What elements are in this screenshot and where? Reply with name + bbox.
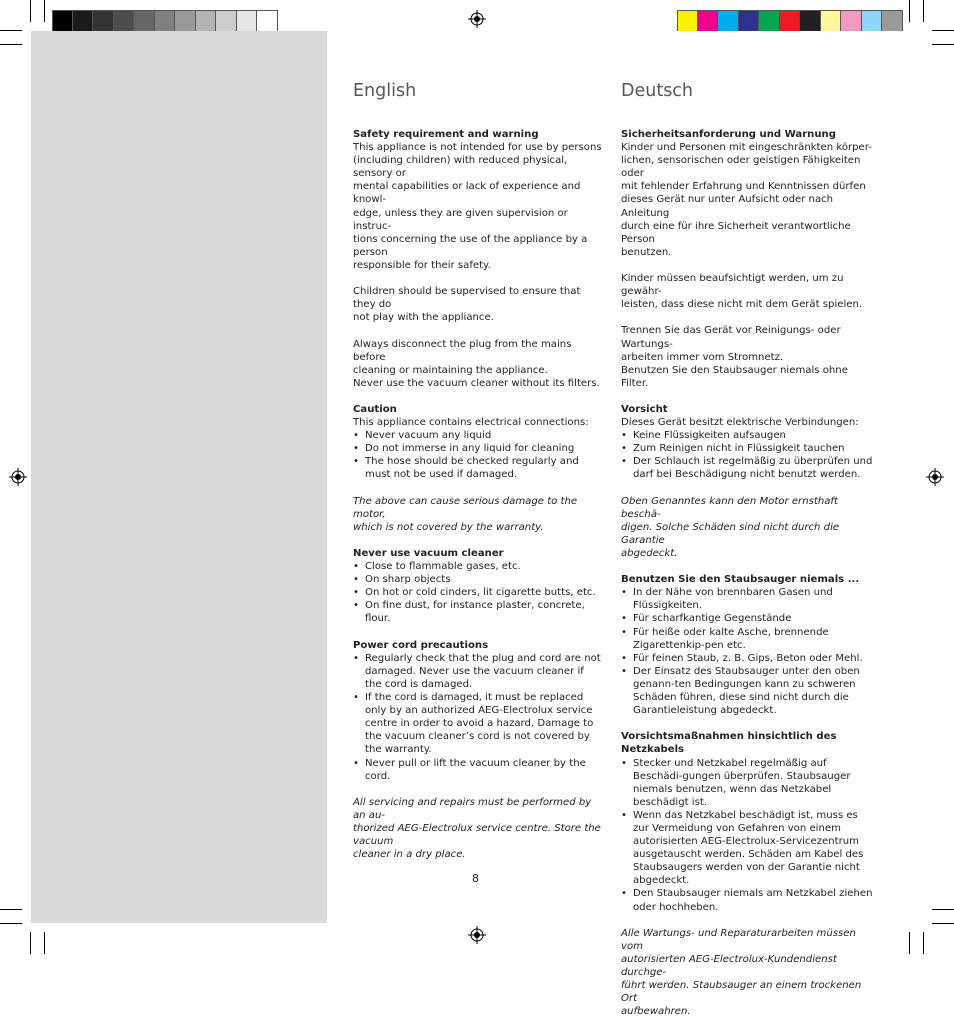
text-line: Kinder und Personen mit eingeschränkten körper-: [621, 142, 872, 154]
list-item: • Keine Flüssigkeiten aufsaugen: [621, 429, 873, 442]
list-item: • In der Nähe von brennbaren Gasen und Flüssigkeiten.: [621, 586, 873, 612]
list-item: • Der Einsatz des Staubsauger unter den oben genann-ten Bedingungen kann zu schweren Schäden führen, diese sind nicht durch die Garantieleistung abgedeckt.: [621, 665, 873, 717]
text-line: (including children) with reduced physical, sensory or: [353, 155, 568, 180]
list-item: • Close to flammable gases, etc.: [353, 560, 603, 573]
color-swatch: [155, 11, 176, 31]
list-item: • On sharp objects: [353, 573, 603, 586]
text-line: führt werden. Staubsauger an einem trockenen Ort: [621, 980, 862, 1005]
caution-heading: Vorsicht: [621, 403, 668, 415]
list-item: • If the cord is damaged, it must be replaced only by an authorized AEG-Electrolux service centre in order to avoid a hazard. Damage to the vacuum cleaner’s cord is not covered by the warranty.: [353, 691, 603, 756]
power-cord-heading: Vorsichtsmaßnahmen hinsichtlich des Netzkabels: [621, 731, 837, 756]
power-cord-list: [353, 652, 603, 783]
text-line: Children should be supervised to ensure that they do: [353, 286, 581, 311]
color-swatch: [800, 11, 821, 31]
text-line: tions concerning the use of the appliance by a person: [353, 233, 588, 258]
children-paragraph: [353, 285, 603, 324]
registration-mark-icon: [9, 468, 27, 486]
never-use-list: [621, 586, 873, 717]
safety-paragraph: [353, 141, 603, 272]
list-item: • Never pull or lift the vacuum cleaner by the cord.: [353, 757, 603, 783]
page-number: 8: [472, 872, 479, 885]
text-line: thorized AEG-Electrolux service centre. Store the vacuum: [353, 822, 601, 848]
safety-heading: Sicherheitsanforderung und Warnung: [621, 129, 836, 140]
color-swatch: [698, 11, 719, 31]
text-line: mit fehlender Erfahrung und Kenntnissen dürfen: [621, 181, 866, 193]
list-item: • Never vacuum any liquid: [353, 429, 603, 442]
color-swatch: [841, 11, 862, 31]
text-line: edge, unless they are given supervision or instruc-: [353, 207, 568, 232]
color-swatch: [237, 11, 258, 31]
text-line: responsible for their safety.: [353, 259, 491, 271]
list-item: • The hose should be checked regularly and must not be used if damaged.: [353, 455, 603, 481]
color-swatch: [718, 11, 739, 31]
text-line: Never use the vacuum cleaner without its filters.: [353, 377, 600, 389]
disconnect-paragraph: [353, 338, 603, 390]
safety-heading: Safety requirement and warning: [353, 129, 539, 140]
caution-intro: Dieses Gerät besitzt elektrische Verbindungen:: [621, 417, 859, 429]
color-swatch: [862, 11, 883, 31]
caution-note: [353, 495, 603, 534]
list-item: • Regularly check that the plug and cord are not damaged. Never use the vacuum cleaner if the cord is damaged.: [353, 652, 603, 691]
color-swatch: [114, 11, 135, 31]
color-swatch: [257, 11, 278, 31]
english-column: [353, 80, 603, 861]
color-swatch: [739, 11, 760, 31]
text-line: Kinder müssen beaufsichtigt werden, um zu gewähr-: [621, 273, 844, 298]
list-item: • On fine dust, for instance plaster, concrete, flour.: [353, 599, 603, 625]
disconnect-paragraph: [621, 324, 873, 389]
text-line: benutzen.: [621, 246, 672, 258]
caution-list: [353, 429, 603, 481]
text-line: leisten, dass diese nicht mit dem Gerät spielen.: [621, 299, 863, 311]
text-line: Benutzen Sie den Staubsauger niemals ohne Filter.: [621, 364, 848, 389]
deutsch-title: Deutsch: [621, 81, 694, 101]
list-item: • Der Schlauch ist regelmäßig zu überprüfen und darf bei Beschädigung nicht benutzt werden.: [621, 455, 873, 481]
text-line: All servicing and repairs must be performed by an au-: [353, 796, 592, 821]
text-line: abgedeckt.: [621, 548, 678, 559]
color-swatch: [134, 11, 155, 31]
text-line: mental capabilities or lack of experience and knowl-: [353, 181, 581, 206]
gray-margin-panel: [31, 31, 327, 923]
safety-paragraph: [621, 141, 873, 259]
list-item: • Für heiße oder kalte Asche, brennende Zigarettenkip-pen etc.: [621, 626, 873, 652]
color-swatch: [52, 11, 73, 31]
caution-note: [621, 495, 873, 560]
list-item: • Stecker und Netzkabel regelmäßig auf Beschädi-gungen überprüfen. Staubsauger niemals benutzen, wenn das Netzkabel beschädigt ist.: [621, 757, 873, 809]
children-paragraph: [621, 272, 873, 311]
text-line: which is not covered by the warranty.: [353, 521, 544, 533]
text-line: Always disconnect the plug from the mains before: [353, 338, 572, 363]
color-swatch: [677, 11, 698, 31]
list-item: • Do not immerse in any liquid for cleaning: [353, 442, 603, 455]
list-item: • Für scharfkantige Gegenstände: [621, 612, 873, 625]
text-line: Alle Wartungs- und Reparaturarbeiten müssen vom: [621, 927, 856, 952]
text-line: digen. Solche Schäden sind nicht durch die Garantie: [621, 521, 840, 546]
power-cord-list: [621, 757, 873, 914]
text-line: lichen, sensorischen oder geistigen Fähigkeiten oder: [621, 155, 861, 180]
text-line: The above can cause serious damage to the motor,: [353, 495, 578, 520]
text-line: Oben Genanntes kann den Motor ernsthaft beschä-: [621, 495, 838, 520]
color-control-bar: [677, 10, 903, 31]
never-use-heading: Benutzen Sie den Staubsauger niemals ...: [621, 574, 860, 586]
text-line: autorisierten AEG-Electrolux-Kundendienst durchge-: [621, 953, 837, 978]
color-swatch: [73, 11, 94, 31]
color-swatch: [882, 11, 903, 31]
caution-list: [621, 429, 873, 481]
text-line: not play with the appliance.: [353, 312, 494, 324]
caution-heading: Caution: [353, 403, 397, 415]
english-title: English: [353, 81, 417, 101]
list-item: • Zum Reinigen nicht in Flüssigkeit tauchen: [621, 442, 873, 455]
text-line: dieses Gerät nur unter Aufsicht oder nach Anleitung: [621, 194, 834, 219]
text-line: aufbewahren.: [621, 1006, 691, 1018]
caution-intro: This appliance contains electrical connections:: [353, 417, 589, 429]
color-swatch: [93, 11, 114, 31]
color-swatch: [196, 11, 217, 31]
servicing-note: [621, 927, 873, 1018]
color-swatch: [780, 11, 801, 31]
color-swatch: [175, 11, 196, 31]
grayscale-control-bar: [52, 10, 278, 31]
color-swatch: [759, 11, 780, 31]
text-line: Trennen Sie das Gerät vor Reinigungs- oder Wartungs-: [621, 325, 841, 350]
text-line: cleaner in a dry place.: [353, 849, 466, 861]
never-use-heading: Never use vacuum cleaner: [353, 548, 504, 559]
list-item: • Den Staubsauger niemals am Netzkabel ziehen oder hochheben.: [621, 887, 873, 913]
list-item: • Für feinen Staub, z. B. Gips, Beton oder Mehl.: [621, 652, 873, 665]
text-line: This appliance is not intended for use by persons: [353, 142, 602, 154]
registration-mark-icon: [926, 468, 944, 486]
power-cord-heading: Power cord precautions: [353, 639, 489, 651]
color-swatch: [216, 11, 237, 31]
text-line: durch eine für ihre Sicherheit verantwortliche Person: [621, 220, 851, 245]
servicing-note: [353, 796, 603, 861]
list-item: • Wenn das Netzkabel beschädigt ist, muss es zur Vermeidung von Gefahren von einem autorisierten AEG-Electrolux-Servicezentrum ausgetauscht werden. Schäden am Kabel des Staubsaugers werden von der Garantie nicht abgedeckt.: [621, 809, 873, 888]
never-use-list: [353, 560, 603, 625]
registration-mark-icon: [468, 926, 486, 944]
list-item: • On hot or cold cinders, lit cigarette butts, etc.: [353, 586, 603, 599]
registration-mark-icon: [468, 10, 486, 28]
text-line: cleaning or maintaining the appliance.: [353, 364, 548, 376]
color-swatch: [821, 11, 842, 31]
deutsch-column: [621, 80, 873, 1018]
text-line: arbeiten immer vom Stromnetz.: [621, 351, 784, 363]
